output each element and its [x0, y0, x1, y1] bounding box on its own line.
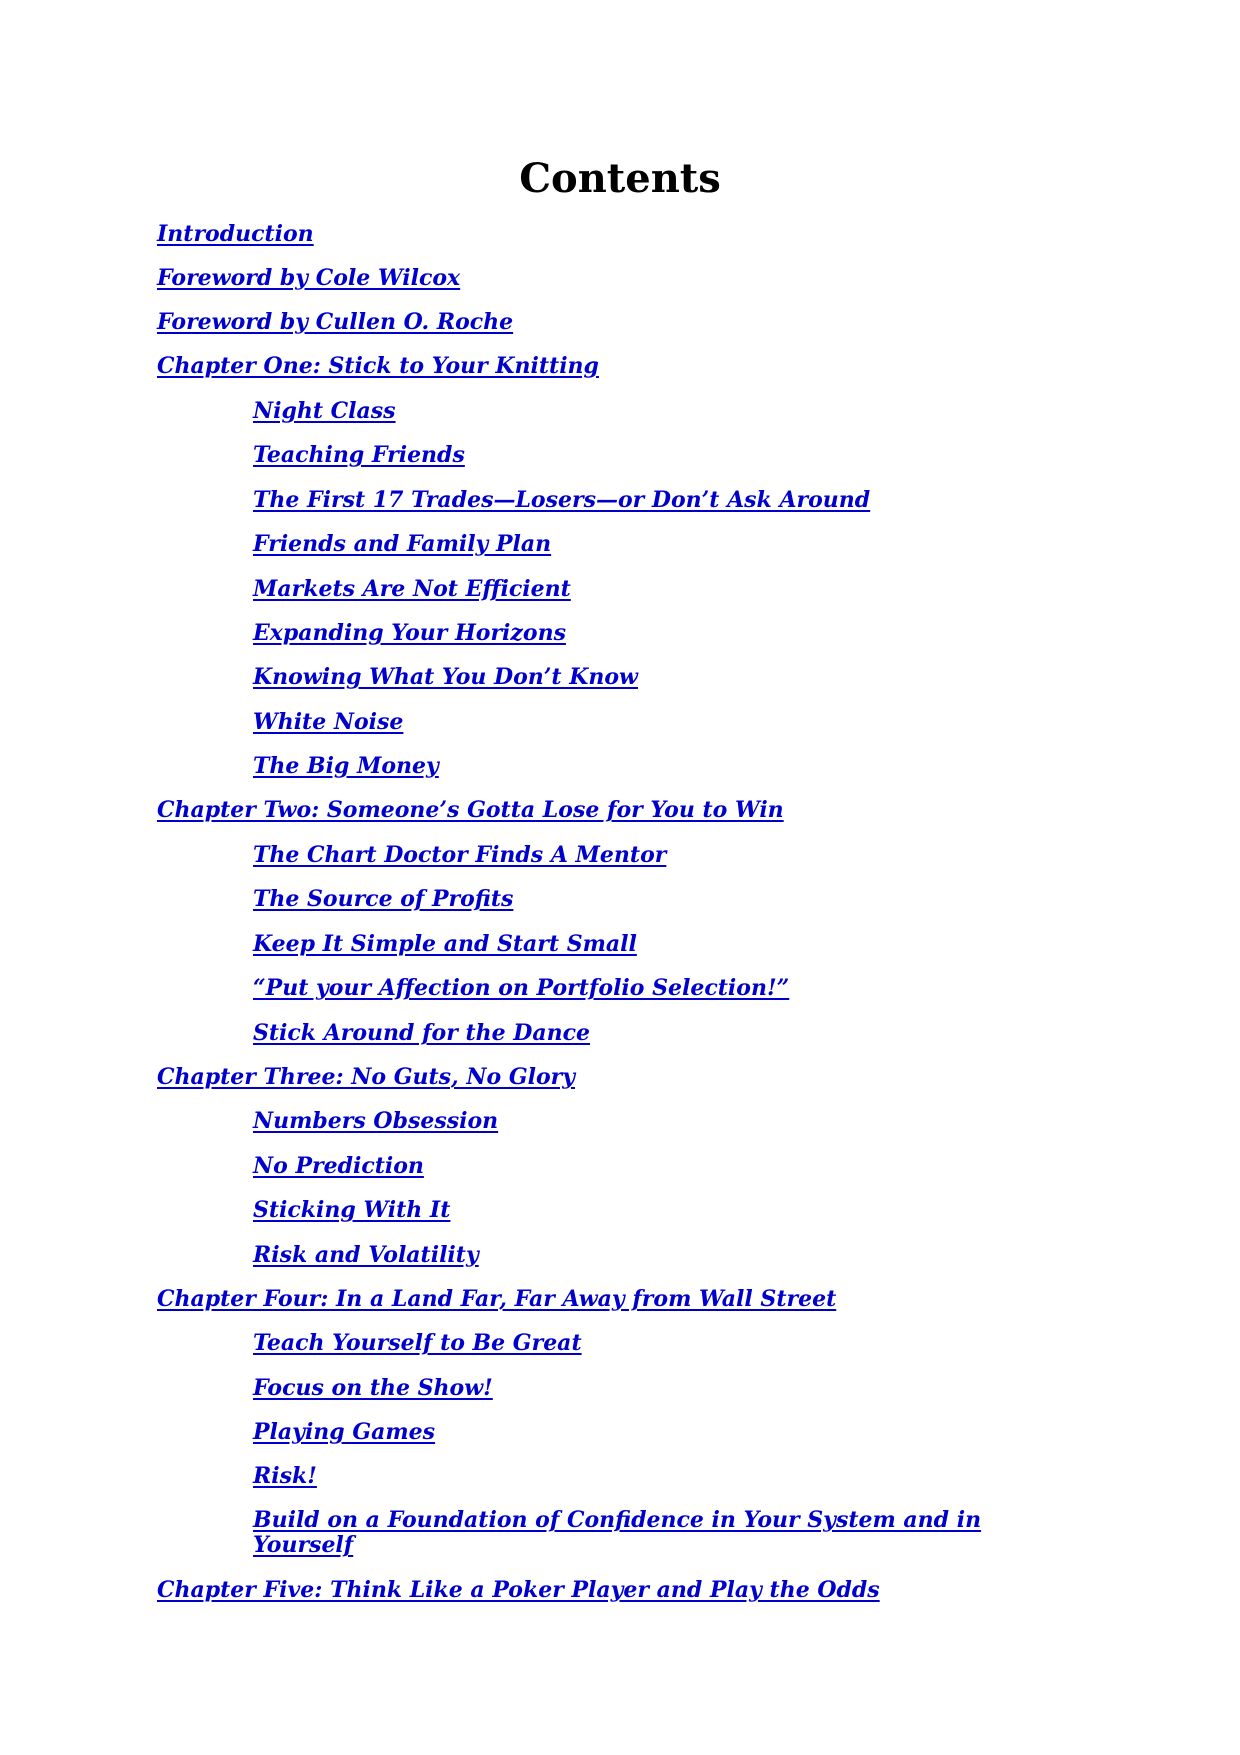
toc-section-entry — [253, 665, 1013, 690]
toc-section-entry — [253, 488, 1013, 513]
toc-section-link[interactable]: Night Class — [253, 398, 396, 424]
toc-chapter-entry — [157, 798, 1037, 823]
toc-section-entry — [253, 621, 1013, 646]
toc-chapter-link[interactable]: Introduction — [157, 221, 314, 247]
toc-section-entry — [253, 1021, 1013, 1046]
toc-section-link[interactable]: Teaching Friends — [253, 442, 465, 468]
toc-section-entry — [253, 1464, 1013, 1489]
toc-section-link[interactable]: No Prediction — [253, 1153, 424, 1179]
toc-section-link[interactable]: Sticking With It — [253, 1197, 451, 1223]
toc-chapter-entry — [157, 310, 1037, 335]
toc-section-link[interactable]: Build on a Foundation of Confidence in Your System and in Yourself — [253, 1507, 982, 1558]
toc-section-link[interactable]: Friends and Family Plan — [253, 531, 552, 557]
toc-section-link[interactable]: “Put your Affection on Portfolio Selection!” — [253, 975, 790, 1001]
toc-section-link[interactable]: The Chart Doctor Finds A Mentor — [253, 842, 667, 868]
toc-chapter-entry — [157, 1578, 1037, 1603]
toc-section-link[interactable]: Markets Are Not Efficient — [253, 576, 571, 602]
toc-chapter-link[interactable]: Chapter Four: In a Land Far, Far Away from Wall Street — [157, 1286, 837, 1312]
toc-chapter-entry — [157, 1287, 1037, 1312]
toc-section-entry — [253, 1508, 1013, 1558]
toc-chapter-link[interactable]: Chapter Five: Think Like a Poker Player and Play the Odds — [157, 1577, 880, 1603]
toc-section-link[interactable]: White Noise — [253, 709, 404, 735]
toc-chapter-entry — [157, 222, 1037, 247]
toc-chapter-entry — [157, 266, 1037, 291]
toc-section-entry — [253, 1331, 1013, 1356]
toc-chapter-entry — [157, 354, 1037, 379]
toc-section-entry — [253, 532, 1013, 557]
toc-section-entry — [253, 976, 1013, 1001]
toc-section-link[interactable]: Knowing What You Don’t Know — [253, 664, 638, 690]
toc-section-link[interactable]: Numbers Obsession — [253, 1108, 499, 1134]
toc-section-link[interactable]: Risk! — [253, 1463, 317, 1489]
toc-section-link[interactable]: Stick Around for the Dance — [253, 1020, 590, 1046]
toc-section-entry — [253, 1420, 1013, 1445]
toc-section-entry — [253, 399, 1013, 424]
toc-section-entry — [253, 1109, 1013, 1134]
toc-section-link[interactable]: Expanding Your Horizons — [253, 620, 566, 646]
toc-section-link[interactable]: Playing Games — [253, 1419, 436, 1445]
toc-section-link[interactable]: The Big Money — [253, 753, 439, 779]
toc-chapter-link[interactable]: Foreword by Cullen O. Roche — [157, 309, 514, 335]
toc-chapter-link[interactable]: Foreword by Cole Wilcox — [157, 265, 461, 291]
toc-section-entry — [253, 932, 1013, 957]
toc-section-link[interactable]: Teach Yourself to Be Great — [253, 1330, 582, 1356]
toc-section-link[interactable]: Focus on the Show! — [253, 1375, 493, 1401]
toc-section-link[interactable]: Keep It Simple and Start Small — [253, 931, 637, 957]
toc-section-link[interactable]: Risk and Volatility — [253, 1242, 479, 1268]
toc-chapter-link[interactable]: Chapter One: Stick to Your Knitting — [157, 353, 599, 379]
toc-section-link[interactable]: The First 17 Trades—Losers—or Don’t Ask Around — [253, 487, 871, 513]
toc-section-entry — [253, 577, 1013, 602]
toc-chapter-link[interactable]: Chapter Three: No Guts, No Glory — [157, 1064, 576, 1090]
toc-section-entry — [253, 1376, 1013, 1401]
toc-chapter-link[interactable]: Chapter Two: Someone’s Gotta Lose for You to Win — [157, 797, 784, 823]
page-title: Contents — [519, 155, 721, 202]
toc-section-entry — [253, 710, 1013, 735]
toc-section-entry — [253, 754, 1013, 779]
toc-section-entry — [253, 843, 1013, 868]
toc-section-entry — [253, 1243, 1013, 1268]
toc-section-entry — [253, 1154, 1013, 1179]
toc-section-entry — [253, 1198, 1013, 1223]
toc-section-entry — [253, 887, 1013, 912]
toc-chapter-entry — [157, 1065, 1037, 1090]
toc-section-entry — [253, 443, 1013, 468]
toc-section-link[interactable]: The Source of Profits — [253, 886, 514, 912]
